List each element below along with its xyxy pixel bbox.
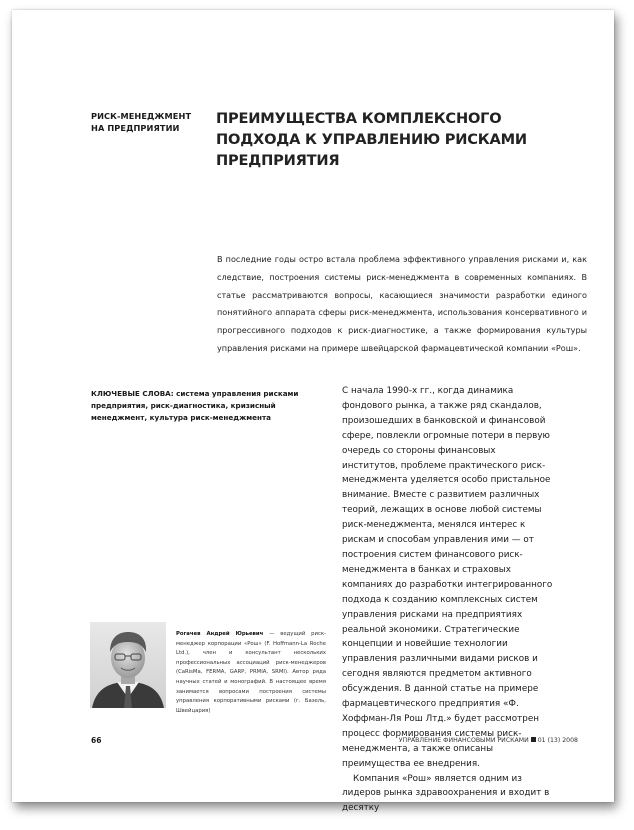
square-separator-icon: [531, 737, 536, 742]
article-abstract: В последние годы остро встала проблема эффективного управления рисками и, как следствие, построения системы риск-менеджмента в современных компаниях. В статье рассматриваются вопросы, касающиеся значимости разработки единого понятийного аппарата сферы риск-менеджмента, использования консервативного и прогрессивного подходов к риск-диагностике, а также формирования культуры управления рисками на примере швейцарской фармацевтической компании «Рош».: [217, 254, 587, 353]
section-label: РИСК-МЕНЕДЖМЕНТ НА ПРЕДПРИЯТИИ: [91, 111, 192, 133]
journal-footer: [399, 737, 578, 744]
keywords: КЛЮЧЕВЫЕ СЛОВА: система управления рисками предприятия, риск-диагностика, кризисный менеджмент, культура риск-менеджмента: [91, 389, 299, 422]
author-bio: [176, 630, 326, 716]
author-photo: [90, 622, 166, 708]
body-paragraph: Компания «Рош» является одним из лидеров рынка здравоохранения и входит в десятку: [342, 773, 550, 814]
journal-issue: 01 (13) 2008: [537, 737, 578, 744]
body-paragraph: С начала 1990-х гг., когда динамика фондового рынка, а также ряд скандалов, произошедших в банковской и финансовой сфере, повлекли огромные потери в первую очередь со стороны финансовых институтов, проблеме практического риск-менеджмента уделяется особо пристальное внимание. Вместе с развитием различных теорий, лежащих в основе любой системы риск-менеджмента, менялся интерес к рискам и способам управления ими — от построения систем финансового риск-менеджмента в банках и страховых компаниях до разработки интегрированного подхода к созданию комплексных систем управления рисками на предприятиях реальной экономики. Стратегические концепции и новейшие технологии управления различными видами рисков и сегодня являются предметом активного обсуждения. В данной статье на примере фармацевтического предприятия «Ф. Хоффман-Ля Рош Лтд.» будет рассмотрен процесс формирования системы риск-менеджмента, а также описаны преимущества ее внедрения.: [342, 386, 553, 769]
author-description: — ведущий риск-менеджер корпорации «Рош» (F. Hoffmann-La Roche Ltd.), член и консультант нескольких профессиональных ассоциаций риск-менеджеров (CaRisMa, FERMA, GARP, PRMIA, SRMI). Автор ряда научных статей и монографий. В настоящее время занимается вопросами построения системы управления корпоративными рисками (г. Базель, Швейцария): [176, 631, 326, 714]
document-page: [12, 10, 614, 814]
article-body: [342, 384, 554, 816]
article-title: ПРЕИМУЩЕСТВА КОМПЛЕКСНОГО ПОДХОДА К УПРАВЛЕНИЮ РИСКАМИ ПРЕДПРИЯТИЯ: [216, 110, 527, 169]
author-name: Рогачев Андрей Юрьевич: [176, 631, 264, 637]
journal-title: УПРАВЛЕНИЕ ФИНАНСОВЫМИ РИСКАМИ: [398, 737, 529, 744]
page-number: 66: [91, 736, 102, 745]
